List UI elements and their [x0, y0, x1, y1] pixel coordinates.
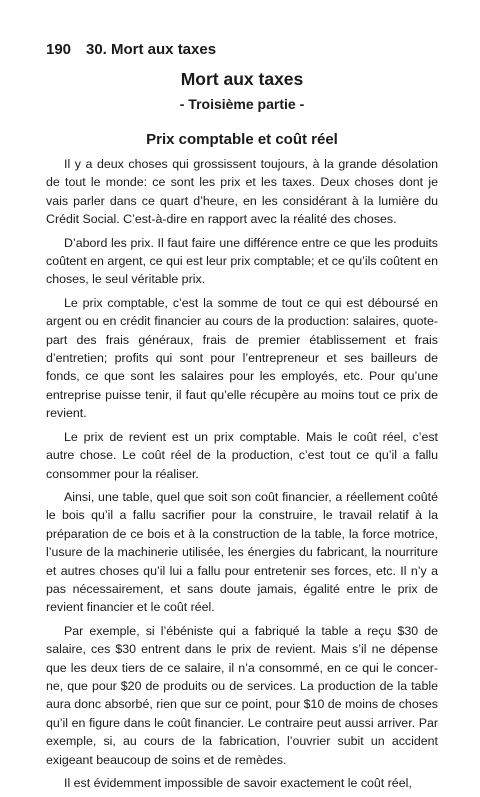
- paragraph: Le prix comptable, c’est la somme de tout ce qui est déboursé en argent ou en crédit financier au cours de la production: salaires, quote-part des frais généraux, frais de premier établissement et frais d’entretien; profits qui sont pour l’entrepreneur et ses bailleurs de fonds, ce que sont les salaires pour les employés, etc. Pour qu’une entreprise puisse tenir, il faut qu’elle récupère au moins tout ce prix de revient.: [46, 295, 438, 421]
- article-title: Mort aux taxes: [180, 69, 304, 89]
- paragraph: Par exemple, si l’ébéniste qui a fabriqué la table a reçu $30 de salaire, ces $30 entrent dans le prix de revient. Mais s’il ne dépense que les deux tiers de ce salaire, il n’a consommé, en ce qui le concerne, que pour $20 de produits ou de services. La production de la table aura donc absorbé, rien que sur ce point, pour $10 de moins de choses qu’il en figure dans le coût financier. Le contraire peut aussi arriver. Par exemple, si, au cours de la fabrication, l’ouvrier subit un accident exigeant beaucoup de soins et de remèdes.: [46, 623, 438, 767]
- paragraph: D’abord les prix. Il faut faire une différence entre ce que les produits coûtent en argent, ce qui est leur prix comptable; et ce qu’ils coûtent en choses, le seul véritable prix.: [46, 235, 438, 287]
- chapter-title: 30. Mort aux taxes: [86, 41, 217, 58]
- paragraph: Le prix de revient est un prix comptable. Mais le coût réel, c’est autre chose. Le coût réel de la production, c’est tout ce qu’il a fallu consommer pour la réaliser.: [46, 429, 438, 481]
- running-header: [46, 40, 438, 60]
- paragraph: Il y a deux choses qui grossissent toujours, à la grande désolation de tout le monde: ce sont les prix et les taxes. Deux choses dont je vais parler dans ce quart d’heure, en les considérant à la lumière du Crédit Social. C’est-à-dire en rapport avec la réalité des choses.: [46, 157, 438, 227]
- page-number: 190: [46, 41, 72, 58]
- article-subtitle: - Troisième partie -: [179, 96, 305, 112]
- paragraph: Il est évidemment impossible de savoir exactement le coût réel,: [64, 776, 412, 790]
- body-text: [46, 155, 438, 792]
- section-heading: Prix comptable et coût réel: [146, 131, 338, 148]
- paragraph: Ainsi, une table, quel que soit son coût financier, a réellement coûté le bois qu’il a fallu sacrifier pour la construire, le travail relatif à la préparation de ce bois et à la construction de la table, la force motrice, l’usure de la machinerie utilisée, les énergies du fabricant, la nourriture et autres choses qu’il lui a fallu pour entretenir ses forces, etc. Il n’y a pas nécessairement, et sans doute jamais, égalité entre le prix de revient financier et le coût réel.: [46, 489, 438, 615]
- book-page: [46, 40, 438, 797]
